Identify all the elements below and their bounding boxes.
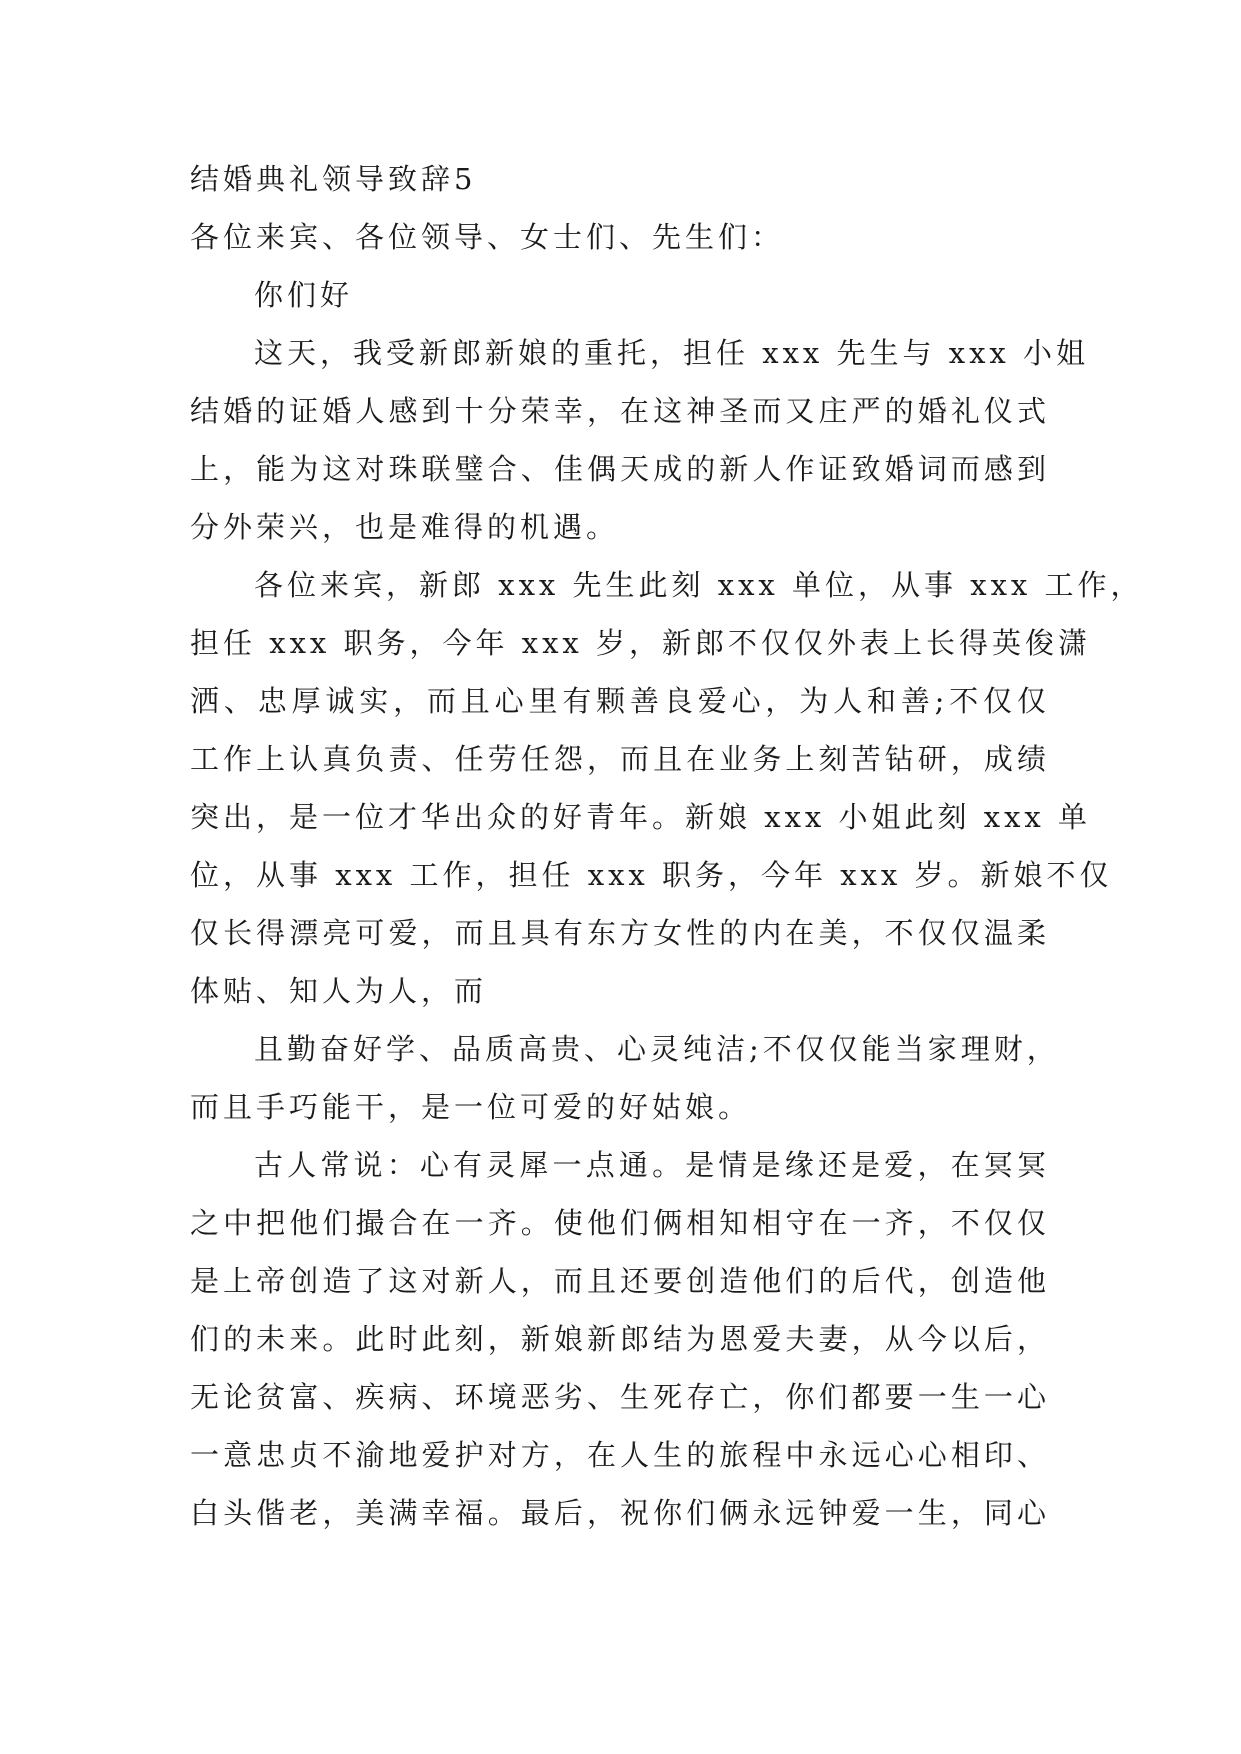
paragraph-line: 之中把他们撮合在一齐。使他们俩相知相守在一齐，不仅仅 xyxy=(190,1206,1050,1240)
paragraph-line: 结婚的证婚人感到十分荣幸，在这神圣而又庄严的婚礼仪式 xyxy=(190,394,1050,428)
paragraph-line: 上，能为这对珠联璧合、佳偶天成的新人作证致婚词而感到 xyxy=(190,452,1050,486)
paragraph-line: 无论贫富、疾病、环境恶劣、生死存亡，你们都要一生一心 xyxy=(190,1380,1050,1414)
salutation-line: 你们好 xyxy=(254,278,354,312)
paragraph-line: 是上帝创造了这对新人，而且还要创造他们的后代，创造他 xyxy=(190,1264,1050,1298)
paragraph-line: 仅长得漂亮可爱，而且具有东方女性的内在美，不仅仅温柔 xyxy=(190,916,1050,950)
paragraph-line: 各位来宾，新郎 xxx 先生此刻 xxx 单位，从事 xxx 工作， xyxy=(254,568,1144,602)
paragraph-line: 工作上认真负责、任劳任怨，而且在业务上刻苦钻研，成绩 xyxy=(190,742,1050,776)
paragraph-line: 们的未来。此时此刻，新娘新郎结为恩爱夫妻，从今以后， xyxy=(190,1322,1050,1356)
document-title: 结婚典礼领导致辞5 xyxy=(190,162,477,196)
paragraph-line: 一意忠贞不渝地爱护对方，在人生的旅程中永远心心相印、 xyxy=(190,1438,1050,1472)
paragraph-line: 分外荣兴，也是难得的机遇。 xyxy=(190,510,620,544)
paragraph-line: 且勤奋好学、品质高贵、心灵纯洁;不仅仅能当家理财， xyxy=(254,1032,1060,1066)
paragraph-line: 突出，是一位才华出众的好青年。新娘 xxx 小姐此刻 xxx 单 xyxy=(190,800,1092,834)
paragraph-line: 白头偕老，美满幸福。最后，祝你们俩永远钟爱一生，同心 xyxy=(190,1496,1050,1530)
paragraph-line: 这天，我受新郎新娘的重托，担任 xxx 先生与 xxx 小姐 xyxy=(254,336,1090,370)
paragraph-line: 而且手巧能干，是一位可爱的好姑娘。 xyxy=(190,1090,752,1124)
greeting-line: 各位来宾、各位领导、女士们、先生们： xyxy=(190,220,785,254)
paragraph-line: 体贴、知人为人，而 xyxy=(190,974,488,1008)
paragraph-line: 位，从事 xxx 工作，担任 xxx 职务，今年 xxx 岁。新娘不仅 xyxy=(190,858,1113,892)
paragraph-line: 古人常说：心有灵犀一点通。是情是缘还是爱，在冥冥 xyxy=(254,1148,1050,1182)
paragraph-line: 洒、忠厚诚实，而且心里有颗善良爱心，为人和善;不仅仅 xyxy=(190,684,1050,718)
paragraph-line: 担任 xxx 职务，今年 xxx 岁，新郎不仅仅外表上长得英俊潇 xyxy=(190,626,1092,660)
document-body xyxy=(190,150,1144,1542)
